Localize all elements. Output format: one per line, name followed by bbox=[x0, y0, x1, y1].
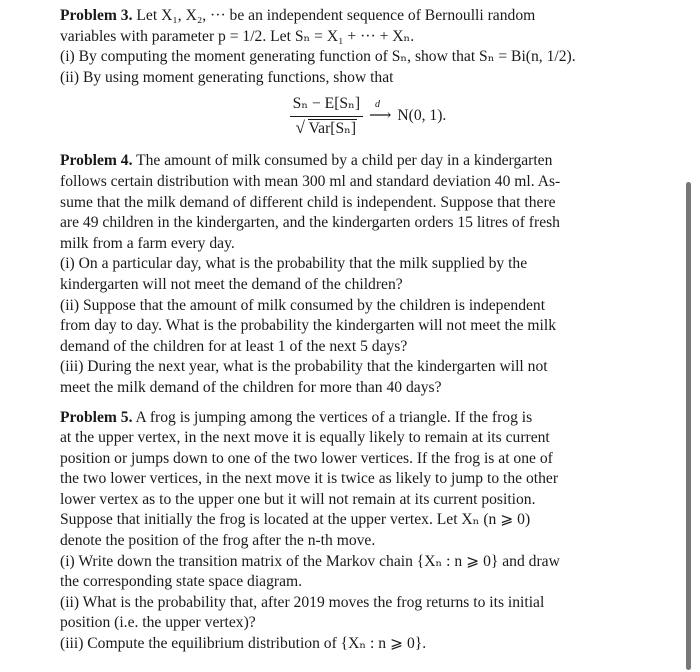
problem-4-text-4: are 49 children in the kindergarten, and the kindergarten orders 15 litres of fresh bbox=[60, 214, 560, 232]
problem-4-text-9: from day to day. What is the probability the kindergarten will not meet the milk bbox=[60, 317, 556, 335]
problem-4-text-7: kindergarten will not meet the demand of the children? bbox=[60, 275, 403, 293]
problem-5-text-11: position (i.e. the upper vertex)? bbox=[60, 614, 256, 632]
problem-3-text-1: Let X₁, X₂, ··· be an independent sequence of Bernoulli random bbox=[136, 7, 536, 24]
problem-4-text-5: milk from a farm every day. bbox=[60, 234, 235, 252]
equation-fraction bbox=[290, 94, 363, 139]
problem-5-text-4: the two lower vertices, in the next move it is twice as likely to jump to the other bbox=[60, 470, 559, 488]
problem-5-text-3: position or jumps down to one of the two lower vertices. If the frog is at one of bbox=[60, 449, 553, 467]
problem-3-heading: Problem 3. bbox=[60, 7, 133, 24]
problem-5-text-1: A frog is jumping among the vertices of a triangle. If the frog is bbox=[135, 408, 533, 426]
equation-numerator: Sₙ − E[Sₙ] bbox=[290, 94, 363, 117]
problem-5-text-7: denote the position of the frog after the n-th move. bbox=[60, 532, 376, 550]
clt-equation bbox=[60, 90, 646, 142]
problem-4-heading: Problem 4. bbox=[60, 152, 133, 170]
problem-3-text-2: variables with parameter p = 1/2. Let Sₙ = X₁ + ··· + Xₙ. bbox=[60, 27, 415, 45]
problem-4-text-12: meet the milk demand of the children for more than 40 days? bbox=[60, 378, 442, 396]
problem-4-text-3: sume that the milk demand of different child is independent. Suppose that there bbox=[60, 193, 556, 211]
equation-limit: N(0, 1). bbox=[397, 107, 447, 125]
arrow-label: d bbox=[375, 99, 381, 111]
equation-denominator: Var[Sₙ] bbox=[308, 119, 357, 137]
problem-4-text-10: demand of the children for at least 1 of the next 5 days? bbox=[60, 337, 408, 355]
problem-3 bbox=[60, 6, 646, 142]
problem-4-text-1: The amount of milk consumed by a child per day in a kindergarten bbox=[136, 152, 553, 170]
problem-3-text-4: (ii) By using moment generating functions, show that bbox=[60, 68, 394, 86]
problem-5-text-5: lower vertex as to the upper one but it will not remain at its current position. bbox=[60, 490, 536, 508]
problem-5-text-6: Suppose that initially the frog is located at the upper vertex. Let Xₙ (n ⩾ 0) bbox=[60, 511, 531, 529]
vertical-scrollbar[interactable] bbox=[686, 182, 691, 670]
problem-5-text-12: (iii) Compute the equilibrium distribution of {Xₙ : n ⩾ 0}. bbox=[60, 635, 427, 653]
problem-5-text-2: at the upper vertex, in the next move it is equally likely to remain at its current bbox=[60, 429, 550, 447]
problem-4-text-11: (iii) During the next year, what is the probability that the kindergarten will not bbox=[60, 358, 548, 376]
problem-5-line-1 bbox=[60, 408, 646, 429]
convergence-arrow: d ⟶ bbox=[369, 106, 391, 127]
problem-3-text-3: (i) By computing the moment generating function of Sₙ, show that Sₙ = Bi(n, 1/2). bbox=[60, 48, 576, 66]
problem-5-heading: Problem 5. bbox=[60, 408, 133, 426]
problem-3-line-1 bbox=[60, 6, 646, 27]
problem-5 bbox=[60, 408, 646, 655]
problem-4-line-1 bbox=[60, 151, 646, 172]
problem-5-text-10: (ii) What is the probability that, after 2019 moves the frog returns to its initial bbox=[60, 593, 545, 611]
problem-4-text-2: follows certain distribution with mean 300 ml and standard deviation 40 ml. As- bbox=[60, 172, 561, 190]
problem-5-text-9: the corresponding state space diagram. bbox=[60, 573, 303, 591]
problem-4-text-8: (ii) Suppose that the amount of milk consumed by the children is independent bbox=[60, 296, 546, 314]
problem-5-text-8: (i) Write down the transition matrix of the Markov chain {Xₙ : n ⩾ 0} and draw bbox=[60, 552, 560, 570]
problem-4-text-6: (i) On a particular day, what is the probability that the milk supplied by the bbox=[60, 255, 528, 273]
sqrt-symbol bbox=[296, 119, 357, 139]
problem-4 bbox=[60, 151, 646, 398]
problem-sheet bbox=[60, 6, 646, 664]
